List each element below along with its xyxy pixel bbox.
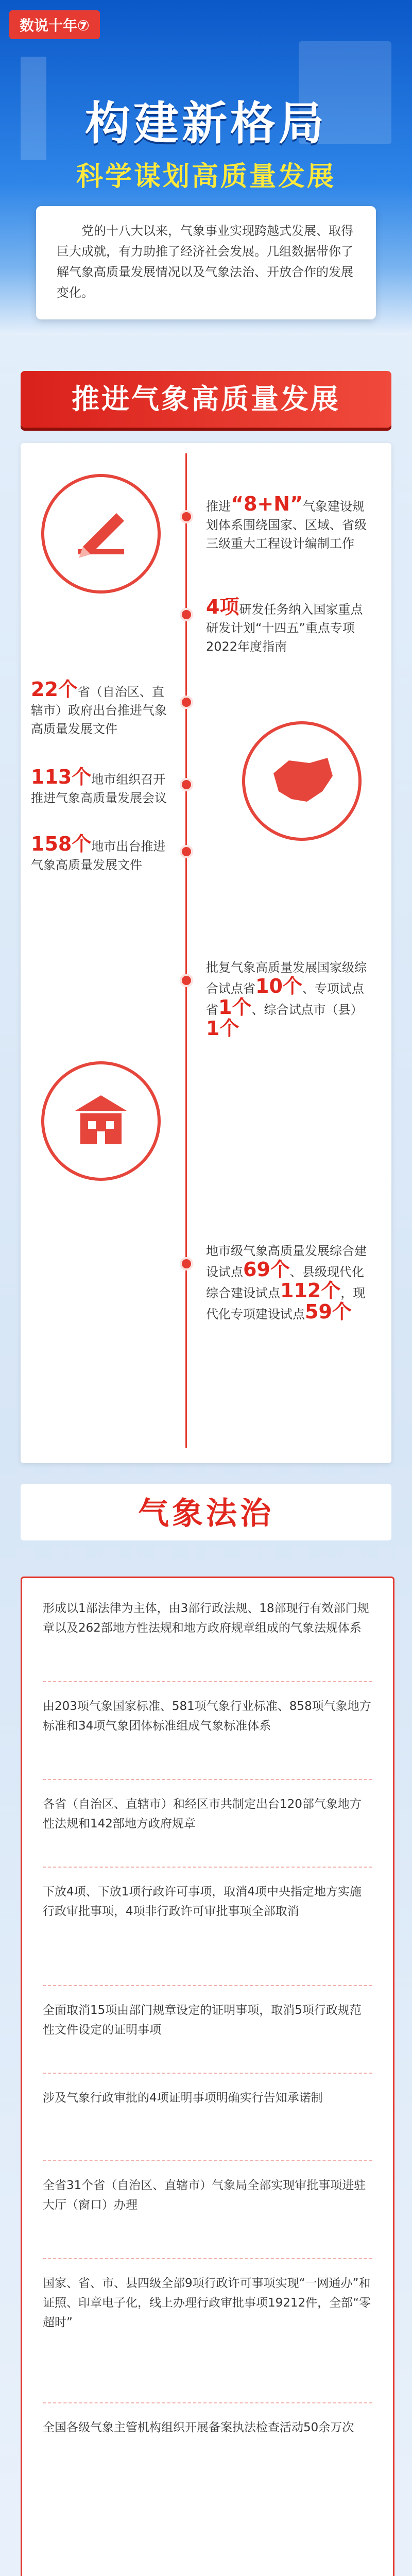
- divider: [43, 2258, 372, 2259]
- section-title-development: 推进气象高质量发展: [21, 371, 391, 428]
- divider: [43, 1867, 372, 1868]
- development-item: 113个地市组织召开推进气象高质量发展会议: [31, 766, 167, 805]
- timeline-dot: [180, 778, 193, 791]
- development-item: 地市级气象高质量发展综合建设试点69个、县级现代化综合建设试点112个，现代化专项建设试点59个: [206, 1244, 367, 1323]
- law-paragraph: 国家、省、市、县四级全部9项行政许可事项实现“一网通办”和证照、印章电子化，线上办理行政审批事项19212件，全部“零超时”: [43, 2277, 371, 2329]
- divider: [43, 2402, 372, 2403]
- law-paragraph: 全面取消15项由部门规章设定的证明事项，取消5项行政规范性文件设定的证明事项: [43, 2004, 362, 2037]
- development-item: 推进“8+N”气象建设规划体系围绕国家、区域、省级三级重大工程设计编制工作: [206, 493, 367, 551]
- divider: [43, 1681, 372, 1682]
- timeline-dot: [180, 510, 193, 523]
- building-icon: [41, 1061, 161, 1181]
- law-paragraph: 全省31个省（自治区、直辖市）气象局全部实现审批事项进驻大厅（窗口）办理: [43, 2179, 366, 2212]
- timeline-dot: [180, 696, 193, 709]
- divider: [43, 2160, 372, 2161]
- page-subtitle: 科学谋划高质量发展: [76, 161, 336, 192]
- law-panel: [21, 1577, 394, 2576]
- divider: [43, 1985, 372, 1986]
- divider: [43, 2073, 372, 2074]
- law-paragraph: 由203项气象国家标准、581项气象行业标准、858项气象地方标准和34项气象团体标准组成气象标准体系: [43, 1700, 371, 1733]
- development-item: 4项研发任务纳入国家重点研发计划“十四五”重点专项2022年度指南: [206, 596, 363, 654]
- timeline-line: [185, 453, 187, 1448]
- map-icon: [242, 721, 362, 841]
- intro-card: [36, 206, 376, 319]
- law-paragraph: 全国各级气象主管机构组织开展备案执法检查活动50余万次: [43, 2421, 354, 2434]
- law-paragraph: 形成以1部法律为主体，由3部行政法规、18部现行有效部门规章以及262部地方性法规和地方政府规章组成的气象法规体系: [43, 1602, 369, 1635]
- development-item: 22个省（自治区、直辖市）政府出台推进气象高质量发展文件: [31, 678, 167, 736]
- timeline-dot: [180, 1257, 193, 1270]
- intro-text: 党的十八大以来，气象事业实现跨越式发展、取得巨大成就，有力助推了经济社会发展。几组数据带你了解气象高质量发展情况以及气象法治、开放合作的发展变化。: [57, 224, 353, 300]
- development-item: 158个地市出台推进气象高质量发展文件: [31, 833, 166, 872]
- pencil-icon: [41, 474, 161, 594]
- law-header: [21, 1484, 391, 1540]
- section-title-law: 气象法治: [138, 1496, 274, 1532]
- law-paragraph: 各省（自治区、直辖市）和经区市共制定出台120部气象地方性法规和142部地方政府规章: [43, 1798, 362, 1831]
- development-item: 批复气象高质量发展国家级综合试点省10个、专项试点省1个、综合试点市（县）1个: [206, 960, 367, 1040]
- law-paragraph: 涉及气象行政审批的4项证明事项明确实行告知承诺制: [43, 2091, 323, 2105]
- timeline-dot: [180, 608, 193, 621]
- divider: [43, 1779, 372, 1780]
- law-paragraph: 下放4项、下放1项行政许可事项，取消4项中央指定地方实施行政审批事项，4项非行政许可审批事项全部取消: [43, 1885, 362, 1918]
- timeline-dot: [180, 845, 193, 858]
- series-badge: 数说十年⑦: [9, 10, 100, 39]
- page-title: 构建新格局: [84, 96, 327, 150]
- timeline-dot: [180, 974, 193, 987]
